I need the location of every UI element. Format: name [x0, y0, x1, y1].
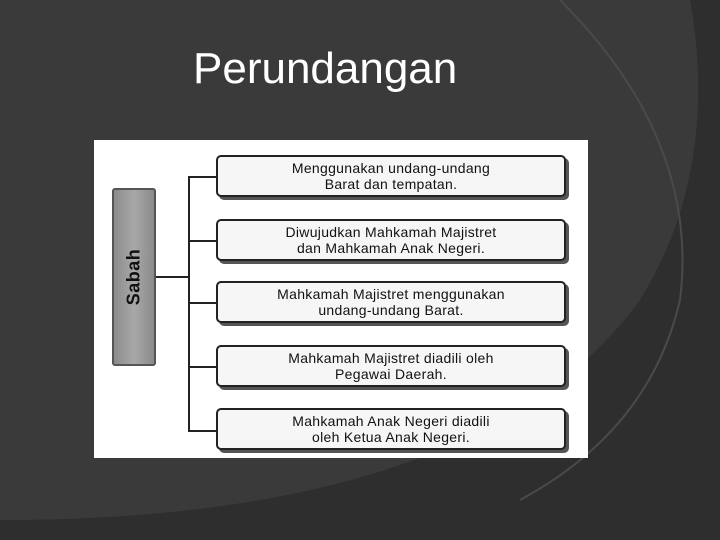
diagram-item — [216, 408, 566, 450]
diagram-item — [216, 219, 566, 261]
slide-title: Perundangan — [193, 44, 458, 93]
root-node — [112, 188, 156, 366]
item-text: Mahkamah Anak Negeri diadili oleh Ketua Anak Negeri. — [292, 413, 490, 445]
connector-branch — [188, 366, 216, 368]
item-text: Diwujudkan Mahkamah Majistret dan Mahkamah Anak Negeri. — [285, 224, 497, 256]
diagram-figure — [94, 140, 588, 458]
connector-branch — [188, 240, 216, 242]
item-text: Mahkamah Majistret diadili oleh Pegawai Daerah. — [288, 350, 494, 382]
connector-branch — [188, 430, 216, 432]
diagram-item — [216, 281, 566, 323]
item-text: Mahkamah Majistret menggunakan undang-undang Barat. — [277, 286, 505, 318]
connector-branch — [188, 176, 216, 178]
connector-root — [156, 276, 188, 278]
item-text: Menggunakan undang-undang Barat dan tempatan. — [291, 160, 491, 192]
connector-trunk — [188, 176, 190, 432]
diagram-item — [216, 155, 566, 197]
root-label: Sabah — [123, 248, 144, 306]
diagram-item — [216, 345, 566, 387]
connector-branch — [188, 302, 216, 304]
